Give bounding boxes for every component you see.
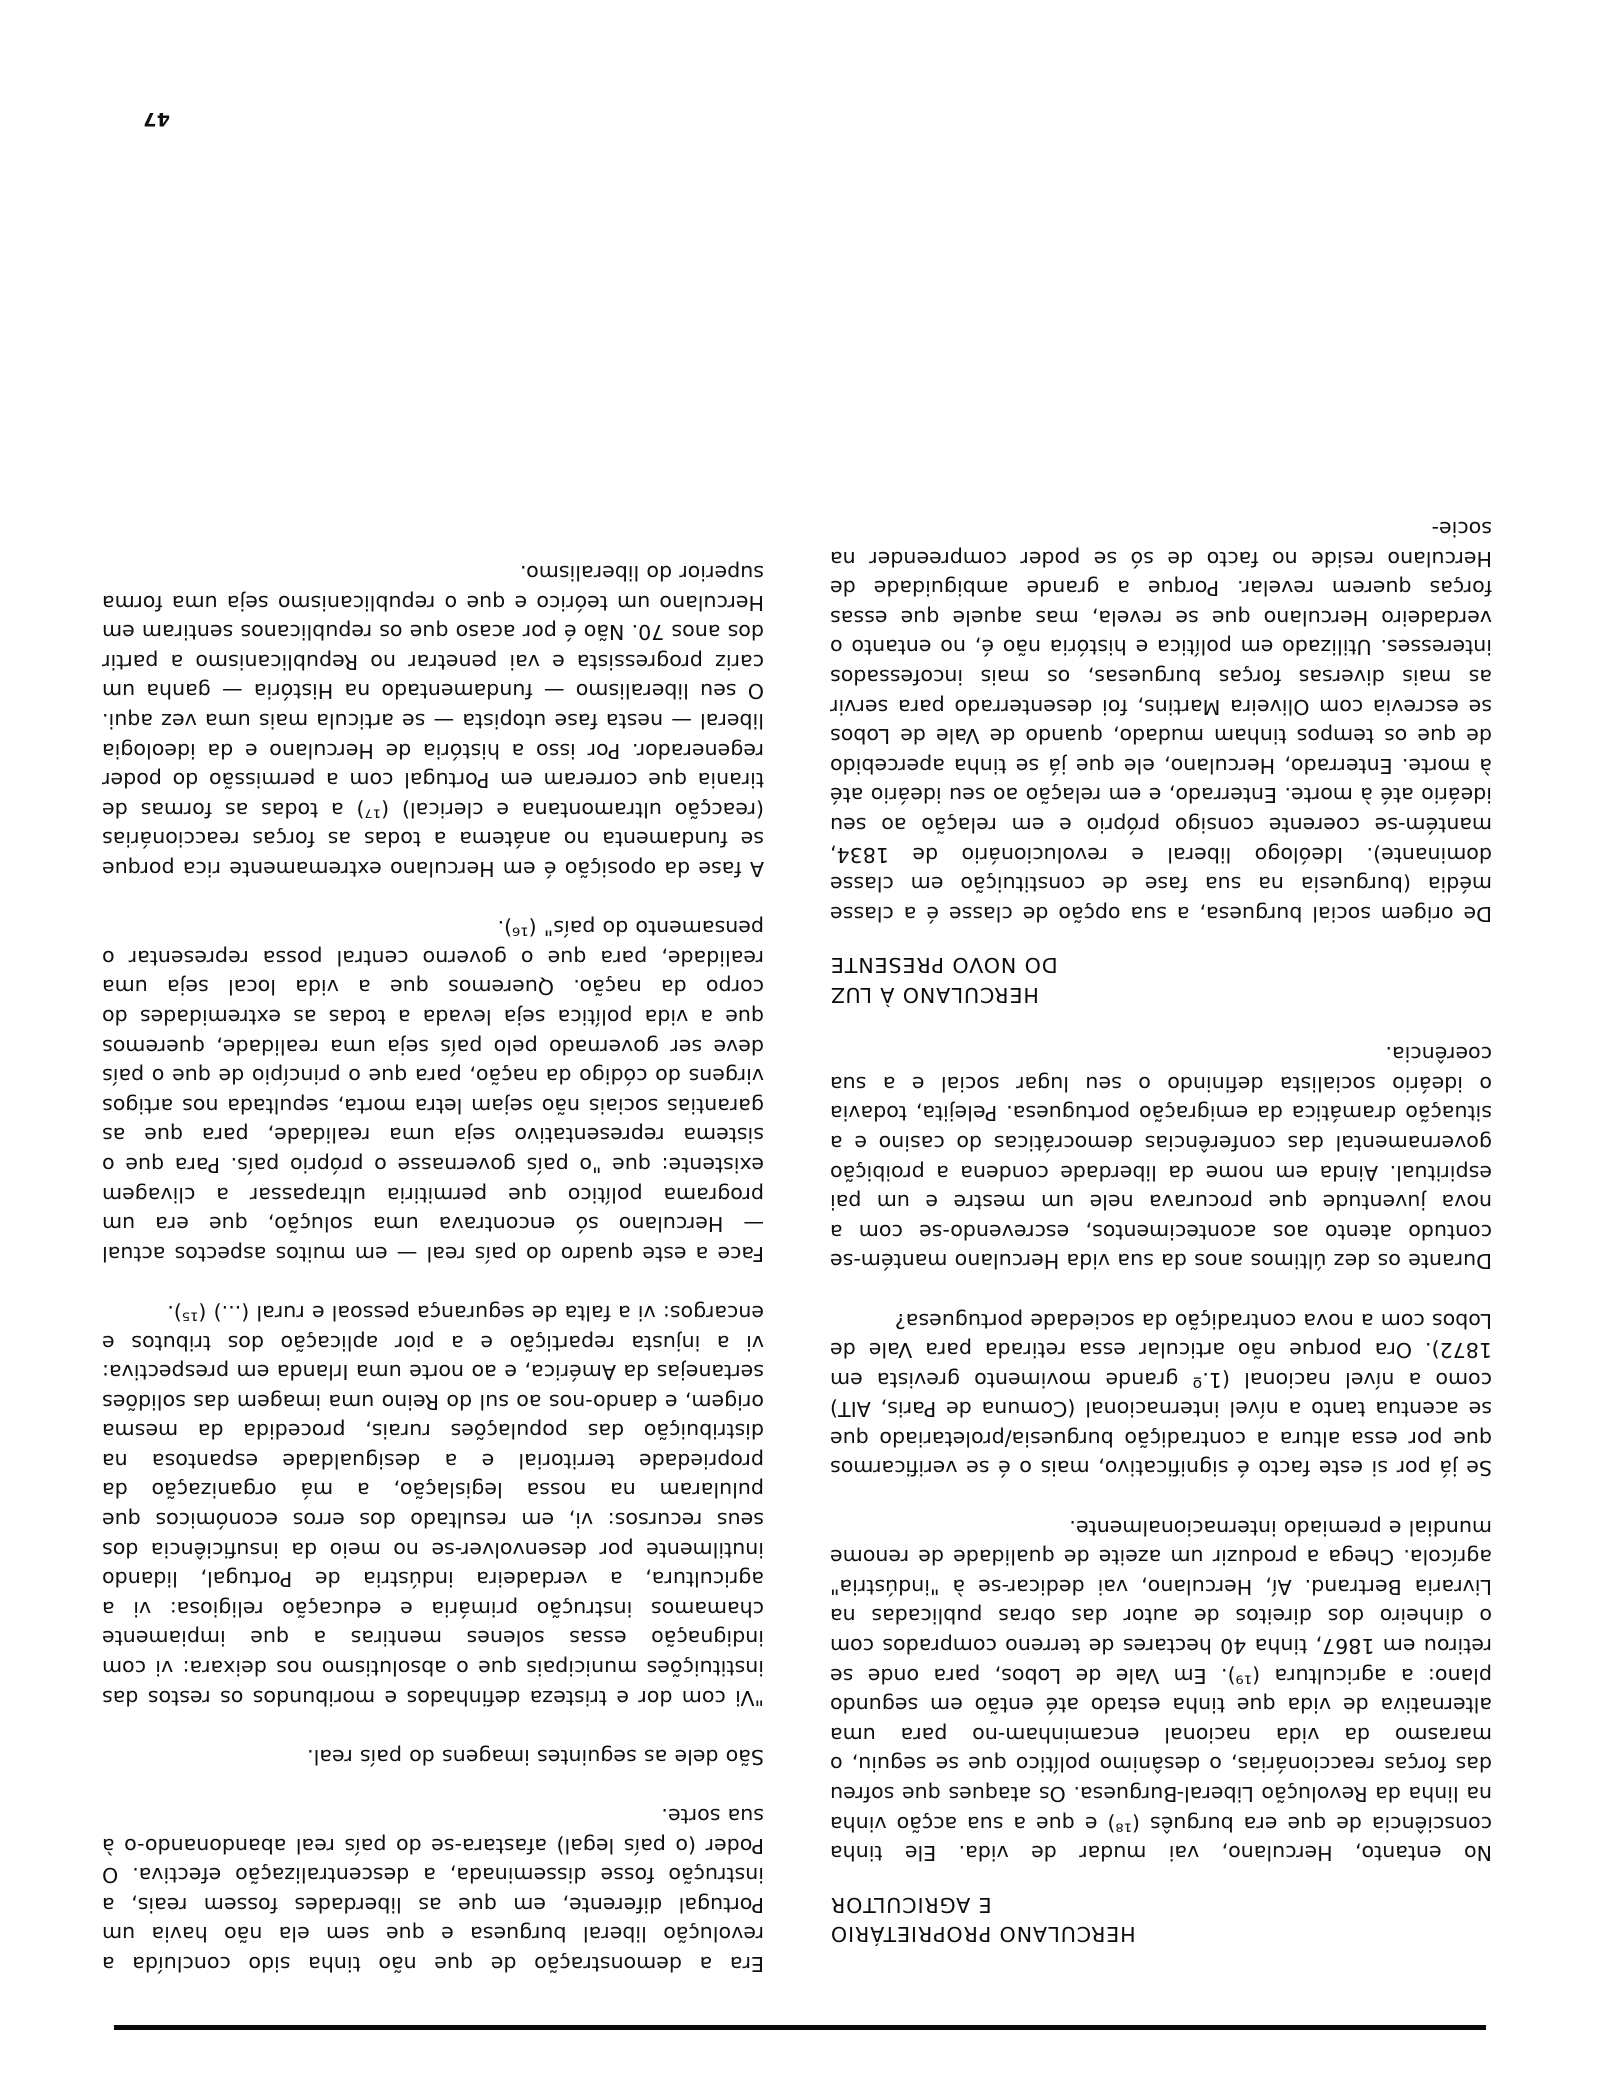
paragraph: Se já por si este facto é significativo, mais o é se verificarmos que por essa altura a contradição burguesia/proletariado que se acentua tanto a nível internacional (Comuna de Paris, AIT) como a nível nacional (1.º grande movimento grevista em 1872). Ora porque não articular essa retirada para Vale de Lobos com a nova contradição da sociedade portuguesa? [830,1308,1492,1481]
section-heading-herculano-a-luz [830,950,1492,1009]
paragraph: No entanto, Herculano, vai mudar de vida. Ele tinha consciência de que era burguês (¹⁸) e que a sua acção vinha na linha da Revolução Liberal-Burguesa. Os ataques que sofreu das forças reaccionárias, o desânimo político que se seguiu, o marasmo da vida nacional encaminham-no para uma alternativa de vida que tinha estado até então em segundo plano: a agricultura (¹⁹). Em Vale de Lobos, para onde se retirou em 1867, tinha 40 hectares de terreno comprados com o dinheiro dos direitos de autor das obras publicadas na Livraria Bertrand. Aí, Herculano, vai dedicar-se à "indústria" agrícola. Chega a produzir um azeite de qualidade de renome mundial e premiado internacionalmente. [830,1515,1492,1866]
paragraph: Durante os dez últimos anos da sua vida Herculano mantém-se contudo atento aos acontecimentos, escrevendo-se com a nova juventude que procurava nele um mestre e um pai espiritual. Ainda em nome da liberdade condena a proibição governamental das conferências democráticas do casino e a situação dramática da emigração portuguesa. Pelejita, todavia o ideário socialista definindo o seu lugar social e a sua coerência. [830,1042,1492,1274]
spacer [830,928,1492,950]
horizontal-rule [114,2025,1486,2030]
paragraph: De origem social burguesa, a sua opção de classe é a classe média (burguesia na sua fase de constituição em classe dominante). Ideólogo liberal e revolucionário de 1834, mantém-se coerente consigo próprio e em relação ao seu ideário até à morte. Enterrado, e em relação ao seu ideário até à morte. Enterrado, Herculano, ele que já se tinha apercebido de que os tempos tinham mudado, quando de Vale de Lobos se escrevia com Oliveira Martins, foi desenterrado para servir as mais diversas forças burguesas, os mais incofessados interesses. Utilizado em política e história não é, no entanto o verdadeiro Herculano que se revela, mas aquele que essas forças querem revelar. Porque a grande ambiguidade de Herculano reside no facto de só se poder compreender na socie- [830,517,1492,926]
heading-line-1: HERCULANO PROPRIETÁRIO [830,1922,1136,1947]
heading-line-1: HERCULANO À LUZ [830,983,1039,1007]
paragraph: Face a este quadro do país real — em muitos aspectos actual — Herculano só encontrava uma solução, que era um programa político que permitiria ultrapassar a clivagem existente: que "o país governasse o próprio país. Para que o sistema representativo seja uma realidade, para que as garantias sociais não sejam letra morta, sepultada nos artigos virgens do código da nação, para que o princípio de que o país deve ser governado pelo país seja uma realidade, queremos que a vida política seja levada a todas as extremidades do corpo da nação. Queremos que a vida local seja uma realidade, para que o governo central possa representar o pensamento do país" (¹⁶). [102,916,764,1266]
two-column-body [102,128,1492,1978]
page-number: 47 [142,108,170,130]
paragraph: São dele as seguintes imagens do país real. [307,1744,764,1769]
paragraph-quote: "Vi com dor e tristeza definhados e moribundos os restos das instituições municipais que o absolutismo nos deixara: vi com indignação essas solenes mentiras a que impiamente chamamos instrução primária e educação religiosa: vi a agricultura, a verdadeira indústria de Portugal, lidando inutilmente por desenvolver-se no meio da insuficiência dos seus recursos: vi, em resultado dos erros económicos que pulularam na nossa legislação, a má organização da propriedade territorial e a desigualdade espantosa na distribuição das populações rurais, procedida da mesma origem, e dando-nos ao sul do Reino uma imagem das solidões sertanejas da América, e ao norte uma Irlanda em prespectiva: vi a injusta repartição e a pior aplicação dos tributos e encargos: vi a falta de segurança pessoal e rural (...) (¹⁵). [102,1300,764,1710]
spacer [830,1867,1492,1889]
heading-line-2: DO NOVO PRESENTE [830,953,1058,978]
right-column [102,128,764,1978]
heading-line-2: E AGRICULTOR [830,1892,992,1917]
section-heading-herculano-proprietario [830,1889,1492,1948]
paragraph: A fase da oposição é em Herculano extremamente rica porque se fundamenta no anátema a todas as forças reaccionárias (reacção ultramontana e clerical) (¹⁷) a todas as formas de tirania que correram em Portugal com a permissão do poder regenerador. Por isso a história de Herculano e da ideologia liberal — nesta fase utopista — se articula mais uma vez aqui. O seu liberalismo — fundamentado na História — ganha um cariz progressista e vai penetrar no Republicanismo a partir dos anos 70. Não é por acaso que os republicanos sentiram em Herculano um teórico e que o republicanismo seja uma forma superior do liberalismo. [102,561,764,882]
paragraph: Era a demonstração de que não tinha sido concluída a revolução liberal burguesa e que sem ela não havia um Portugal diferente, em que as liberdades fossem reais, a instrução fosse disseminada, a descentralização efectiva. O Poder (o país legal) afastara-se do país real abandonando-o à sua sorte. [102,1804,764,1976]
page-content [102,76,1492,2036]
left-column [830,128,1492,1978]
